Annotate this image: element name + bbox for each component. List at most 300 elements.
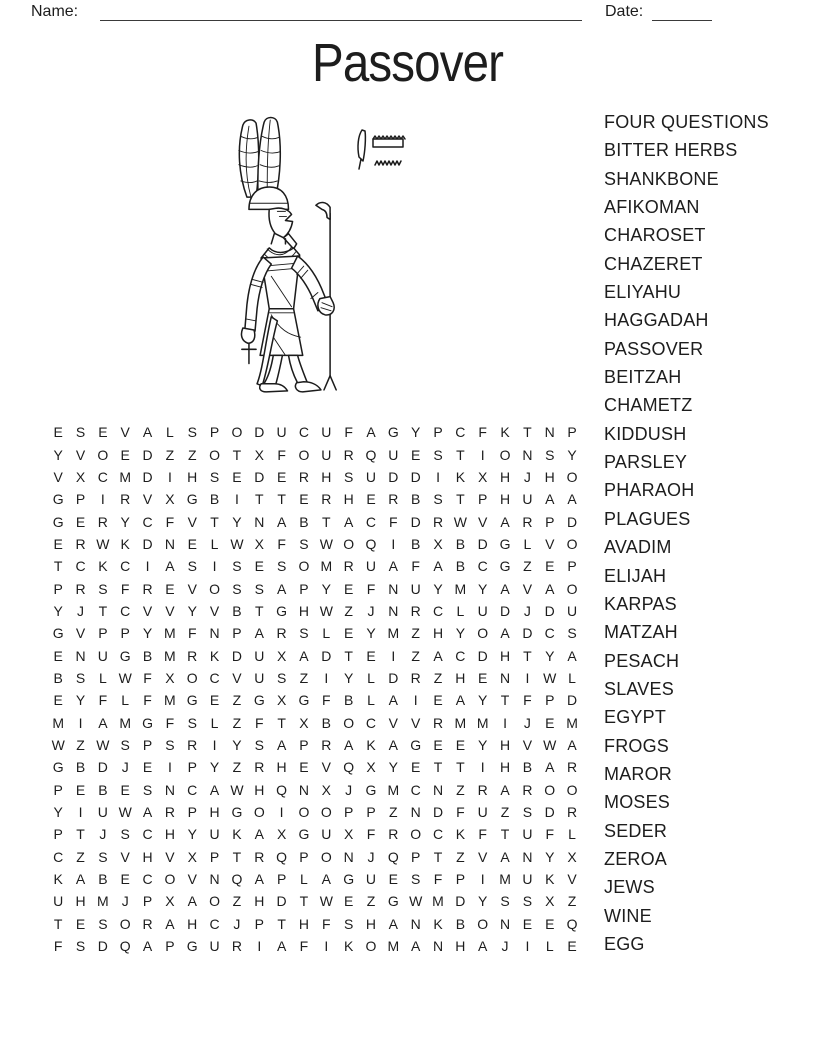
grid-letter: V xyxy=(388,714,398,731)
grid-letter: F xyxy=(344,424,353,441)
grid-letter: S xyxy=(299,535,309,552)
grid-letter: C xyxy=(432,826,444,843)
grid-letter: U xyxy=(97,804,108,821)
grid-letter: Y xyxy=(53,446,63,463)
grid-letter: H xyxy=(254,781,265,798)
grid-letter: I xyxy=(145,558,150,575)
grid-letter: F xyxy=(53,938,63,955)
grid-letter: R xyxy=(75,580,86,597)
grid-letter: K xyxy=(120,535,130,552)
grid-letter: Q xyxy=(566,915,578,932)
grid-letter: M xyxy=(320,558,333,575)
grid-letter: Q xyxy=(276,781,288,798)
grid-letter: F xyxy=(120,580,130,597)
grid-letter: O xyxy=(97,446,109,463)
grid-letter: F xyxy=(299,938,309,955)
grid-letter: C xyxy=(142,513,153,530)
grid-letter: S xyxy=(567,625,577,642)
grid-letter: U xyxy=(276,424,287,441)
grid-letter: R xyxy=(522,781,533,798)
grid-letter: Y xyxy=(455,625,466,642)
grid-letter: K xyxy=(433,915,443,932)
grid-letter: Z xyxy=(344,602,353,619)
grid-letter: S xyxy=(276,558,287,575)
grid-letter: B xyxy=(75,759,86,776)
grid-letter: D xyxy=(142,468,153,485)
grid-letter: Z xyxy=(456,848,465,865)
grid-letter: L xyxy=(367,692,375,709)
grid-letter: I xyxy=(525,938,530,955)
grid-letter: N xyxy=(75,647,86,664)
grid-letter: G xyxy=(499,558,511,575)
grid-letter: R xyxy=(187,647,198,664)
grid-letter: K xyxy=(53,871,63,888)
grid-letter: F xyxy=(254,714,264,731)
grid-letter: D xyxy=(477,535,488,552)
grid-letter: V xyxy=(567,871,577,888)
grid-letter: N xyxy=(522,446,533,463)
grid-letter: S xyxy=(142,781,153,798)
grid-letter: S xyxy=(75,938,86,955)
grid-letter: V xyxy=(142,602,153,619)
word-list-item: PESACH xyxy=(604,650,680,671)
grid-letter: B xyxy=(321,714,331,731)
grid-letter: Y xyxy=(567,446,577,463)
grid-letter: V xyxy=(120,424,130,441)
word-list-item: MOSES xyxy=(604,792,671,813)
grid-letter: V xyxy=(142,491,153,508)
grid-letter: A xyxy=(500,781,510,798)
grid-letter: O xyxy=(186,669,198,686)
grid-letter: A xyxy=(388,558,398,575)
grid-letter: A xyxy=(388,692,398,709)
grid-letter: N xyxy=(522,848,533,865)
grid-letter: E xyxy=(276,468,287,485)
grid-letter: N xyxy=(209,871,220,888)
grid-letter: G xyxy=(253,692,265,709)
grid-letter: H xyxy=(298,915,310,932)
grid-letter: R xyxy=(97,513,108,530)
grid-letter: J xyxy=(523,468,531,485)
word-list-item: PLAGUES xyxy=(604,508,691,529)
grid-letter: N xyxy=(388,602,399,619)
grid-letter: S xyxy=(254,580,264,597)
grid-letter: F xyxy=(523,692,532,709)
grid-letter: W xyxy=(118,669,132,686)
grid-letter: L xyxy=(121,692,130,709)
grid-letter: F xyxy=(322,915,331,932)
grid-letter: T xyxy=(277,714,286,731)
grid-letter: R xyxy=(343,558,354,575)
grid-letter: F xyxy=(143,692,152,709)
grid-letter: R xyxy=(254,848,265,865)
grid-letter: T xyxy=(254,491,264,508)
grid-letter: O xyxy=(477,625,489,642)
grid-letter: M xyxy=(432,893,444,910)
grid-letter: Q xyxy=(231,871,243,888)
grid-letter: P xyxy=(366,804,376,821)
grid-letter: V xyxy=(165,602,175,619)
grid-letter: T xyxy=(500,692,510,709)
grid-letter: S xyxy=(120,736,130,753)
grid-letter: P xyxy=(209,848,220,865)
grid-letter: F xyxy=(143,669,152,686)
grid-letter: K xyxy=(366,736,376,753)
grid-letter: B xyxy=(98,781,108,798)
grid-letter: I xyxy=(78,714,83,731)
grid-letter: Z xyxy=(500,804,510,821)
grid-letter: L xyxy=(98,669,107,686)
grid-letter: H xyxy=(343,491,354,508)
grid-letter: Y xyxy=(366,625,376,642)
word-list-item: KIDDUSH xyxy=(604,423,687,444)
grid-letter: I xyxy=(391,535,396,552)
grid-letter: A xyxy=(75,871,86,888)
grid-letter: R xyxy=(432,714,444,731)
grid-letter: M xyxy=(119,468,132,485)
grid-letter: O xyxy=(298,558,310,575)
grid-letter: F xyxy=(165,714,175,731)
grid-letter: C xyxy=(209,915,220,932)
grid-letter: U xyxy=(254,647,265,664)
grid-letter: C xyxy=(75,558,86,575)
grid-letter: A xyxy=(388,736,398,753)
grid-letter: S xyxy=(433,491,443,508)
grid-letter: G xyxy=(186,692,198,709)
grid-letter: R xyxy=(75,535,86,552)
grid-letter: A xyxy=(142,804,153,821)
grid-letter: P xyxy=(299,736,309,753)
grid-letter: D xyxy=(432,804,444,821)
word-list-item: BEITZAH xyxy=(604,367,682,388)
grid-letter: F xyxy=(366,580,376,597)
grid-letter: U xyxy=(522,826,533,843)
grid-letter: S xyxy=(411,871,421,888)
grid-letter: E xyxy=(53,535,63,552)
word-search-grid xyxy=(47,421,583,957)
pharaoh-illustration xyxy=(224,114,352,398)
grid-letter: I xyxy=(480,759,485,776)
grid-letter: A xyxy=(165,558,175,575)
grid-letter: E xyxy=(366,491,376,508)
grid-letter: X xyxy=(299,714,309,731)
grid-letter: B xyxy=(209,491,220,508)
grid-letter: W xyxy=(319,893,333,910)
grid-letter: D xyxy=(276,893,287,910)
grid-letter: O xyxy=(477,915,489,932)
grid-letter: E xyxy=(478,669,488,686)
grid-letter: B xyxy=(455,915,466,932)
grid-letter: A xyxy=(411,938,421,955)
grid-letter: E xyxy=(53,424,63,441)
grid-letter: W xyxy=(453,513,467,530)
grid-letter: N xyxy=(343,848,354,865)
grid-letter: Z xyxy=(232,714,242,731)
grid-letter: S xyxy=(299,625,309,642)
grid-letter: C xyxy=(97,468,108,485)
grid-letter: W xyxy=(319,535,333,552)
grid-letter: O xyxy=(566,781,578,798)
grid-letter: I xyxy=(413,692,418,709)
grid-letter: P xyxy=(75,491,86,508)
grid-letter: S xyxy=(232,558,242,575)
grid-letter: R xyxy=(477,781,488,798)
grid-letter: H xyxy=(164,826,175,843)
grid-letter: E xyxy=(53,647,63,664)
grid-letter: L xyxy=(568,669,576,686)
grid-letter: U xyxy=(321,424,332,441)
grid-letter: G xyxy=(387,424,399,441)
grid-letter: V xyxy=(75,625,86,642)
grid-letter: Q xyxy=(119,938,131,955)
grid-letter: B xyxy=(53,669,63,686)
grid-letter: X xyxy=(567,848,577,865)
grid-letter: T xyxy=(277,915,286,932)
grid-letter: P xyxy=(209,424,220,441)
grid-letter: S xyxy=(75,424,86,441)
grid-letter: P xyxy=(478,491,488,508)
grid-letter: A xyxy=(299,647,309,664)
page-title: Passover xyxy=(312,33,504,93)
grid-letter: Z xyxy=(76,848,85,865)
grid-letter: E xyxy=(209,692,220,709)
grid-letter: R xyxy=(567,759,578,776)
name-blank-line xyxy=(100,20,582,21)
grid-letter: L xyxy=(210,535,219,552)
grid-letter: O xyxy=(119,915,131,932)
word-list-item: CHAROSET xyxy=(604,225,706,246)
grid-letter: O xyxy=(566,468,578,485)
grid-letter: X xyxy=(276,647,287,664)
grid-letter: U xyxy=(365,871,377,888)
grid-letter: G xyxy=(52,513,64,530)
grid-letter: Y xyxy=(478,692,488,709)
grid-letter: S xyxy=(522,893,533,910)
grid-letter: N xyxy=(544,424,555,441)
grid-letter: X xyxy=(165,669,175,686)
grid-letter: I xyxy=(212,736,217,753)
grid-letter: I xyxy=(167,468,172,485)
grid-letter: A xyxy=(500,580,510,597)
grid-letter: E xyxy=(343,625,354,642)
grid-letter: Q xyxy=(276,848,288,865)
grid-letter: K xyxy=(500,424,510,441)
grid-letter: Z xyxy=(232,692,242,709)
grid-letter: Y xyxy=(343,669,354,686)
grid-letter: X xyxy=(276,692,287,709)
grid-letter: F xyxy=(456,804,465,821)
grid-letter: P xyxy=(232,625,242,642)
grid-letter: T xyxy=(433,759,443,776)
grid-letter: S xyxy=(209,468,220,485)
word-list-item: ELIJAH xyxy=(604,565,667,586)
grid-letter: G xyxy=(499,535,511,552)
grid-letter: P xyxy=(142,893,153,910)
grid-letter: O xyxy=(320,804,332,821)
grid-letter: J xyxy=(77,602,85,619)
grid-letter: P xyxy=(299,848,309,865)
grid-letter: R xyxy=(187,736,198,753)
grid-letter: F xyxy=(187,625,197,642)
grid-letter: V xyxy=(75,446,86,463)
grid-letter: V xyxy=(522,580,533,597)
grid-letter: J xyxy=(523,714,531,731)
grid-letter: W xyxy=(230,781,244,798)
grid-letter: U xyxy=(567,602,578,619)
grid-letter: G xyxy=(410,736,422,753)
grid-letter: W xyxy=(543,669,557,686)
grid-letter: S xyxy=(98,580,108,597)
word-list-item: MATZAH xyxy=(604,622,678,643)
grid-letter: D xyxy=(388,468,399,485)
grid-letter: C xyxy=(455,647,466,664)
grid-letter: A xyxy=(545,759,555,776)
grid-letter: F xyxy=(545,826,555,843)
grid-letter: M xyxy=(387,781,400,798)
grid-letter: B xyxy=(455,558,466,575)
grid-letter: D xyxy=(388,669,399,686)
grid-letter: T xyxy=(254,602,264,619)
grid-letter: T xyxy=(433,848,443,865)
grid-letter: Z xyxy=(411,625,420,642)
grid-letter: C xyxy=(120,558,131,575)
grid-letter: E xyxy=(567,938,577,955)
grid-letter: O xyxy=(164,871,176,888)
grid-letter: R xyxy=(432,513,444,530)
grid-letter: R xyxy=(321,491,332,508)
grid-letter: X xyxy=(254,446,264,463)
grid-letter: P xyxy=(411,848,421,865)
grid-letter: S xyxy=(98,848,108,865)
grid-letter: X xyxy=(433,535,443,552)
grid-letter: A xyxy=(343,736,354,753)
grid-letter: D xyxy=(142,446,153,463)
grid-letter: N xyxy=(164,535,175,552)
grid-letter: U xyxy=(254,669,265,686)
grid-letter: P xyxy=(455,871,466,888)
grid-letter: I xyxy=(234,491,239,508)
grid-letter: E xyxy=(232,468,242,485)
grid-letter: A xyxy=(455,692,466,709)
grid-letter: E xyxy=(545,714,555,731)
grid-letter: E xyxy=(545,915,555,932)
grid-letter: J xyxy=(345,781,353,798)
grid-letter: X xyxy=(276,826,287,843)
grid-letter: G xyxy=(387,893,399,910)
grid-letter: O xyxy=(298,446,310,463)
grid-letter: M xyxy=(499,871,511,888)
word-list-item: ZEROA xyxy=(604,848,668,869)
grid-letter: Y xyxy=(209,759,220,776)
grid-letter: R xyxy=(321,736,332,753)
grid-letter: E xyxy=(120,781,130,798)
grid-letter: C xyxy=(432,602,444,619)
grid-letter: D xyxy=(499,602,511,619)
grid-letter: Y xyxy=(120,513,130,530)
grid-letter: O xyxy=(253,804,265,821)
grid-letter: O xyxy=(544,781,556,798)
grid-letter: B xyxy=(455,535,466,552)
grid-letter: T xyxy=(299,893,309,910)
grid-letter: G xyxy=(52,491,64,508)
grid-letter: Y xyxy=(75,692,86,709)
word-list-item: EGYPT xyxy=(604,707,667,728)
grid-letter: H xyxy=(142,848,153,865)
word-list-item: AFIKOMAN xyxy=(604,197,700,218)
grid-letter: G xyxy=(52,625,64,642)
grid-letter: A xyxy=(142,424,153,441)
grid-letter: F xyxy=(366,826,376,843)
grid-letter: M xyxy=(387,625,400,642)
word-list-item: ELIYAHU xyxy=(604,282,682,303)
grid-letter: P xyxy=(254,915,264,932)
grid-letter: F xyxy=(389,513,398,530)
grid-letter: B xyxy=(98,871,108,888)
grid-letter: A xyxy=(545,491,555,508)
grid-letter: T xyxy=(53,558,63,575)
grid-letter: O xyxy=(566,535,578,552)
grid-letter: A xyxy=(276,513,287,530)
grid-letter: W xyxy=(409,893,423,910)
grid-letter: Y xyxy=(411,424,421,441)
grid-letter: Y xyxy=(53,602,63,619)
grid-letter: F xyxy=(411,558,420,575)
grid-letter: A xyxy=(276,580,287,597)
grid-letter: D xyxy=(477,647,488,664)
grid-letter: Z xyxy=(299,669,309,686)
grid-letter: D xyxy=(254,468,265,485)
grid-letter: T xyxy=(456,759,465,776)
grid-letter: R xyxy=(410,602,421,619)
grid-letter: M xyxy=(454,714,467,731)
grid-letter: L xyxy=(367,669,375,686)
grid-letter: E xyxy=(120,446,130,463)
grid-letter: C xyxy=(455,424,466,441)
word-list-item: WINE xyxy=(604,905,652,926)
grid-letter: P xyxy=(433,424,443,441)
grid-letter: B xyxy=(343,692,354,709)
grid-letter: S xyxy=(433,446,443,463)
grid-letter: R xyxy=(164,804,175,821)
grid-letter: T xyxy=(232,848,242,865)
grid-letter: E xyxy=(366,647,376,664)
grid-letter: E xyxy=(299,491,309,508)
word-list-item: EGG xyxy=(604,933,645,954)
grid-letter: Z xyxy=(366,893,376,910)
grid-letter: Z xyxy=(389,804,398,821)
grid-letter: A xyxy=(388,915,398,932)
grid-letter: T xyxy=(500,826,510,843)
grid-letter: Q xyxy=(387,848,399,865)
grid-letter: K xyxy=(209,647,220,664)
grid-letter: F xyxy=(478,826,487,843)
grid-letter: D xyxy=(410,468,421,485)
grid-letter: K xyxy=(343,938,354,955)
grid-letter: A xyxy=(98,714,108,731)
grid-letter: J xyxy=(367,602,375,619)
grid-letter: Y xyxy=(142,625,153,642)
grid-letter: W xyxy=(543,736,557,753)
grid-letter: X xyxy=(187,848,197,865)
grid-letter: E xyxy=(343,580,354,597)
grid-letter: U xyxy=(365,558,377,575)
name-label: Name: xyxy=(31,3,79,20)
grid-letter: C xyxy=(477,558,488,575)
grid-letter: A xyxy=(567,736,577,753)
grid-letter: U xyxy=(477,602,488,619)
grid-letter: E xyxy=(187,535,197,552)
grid-letter: E xyxy=(343,893,354,910)
